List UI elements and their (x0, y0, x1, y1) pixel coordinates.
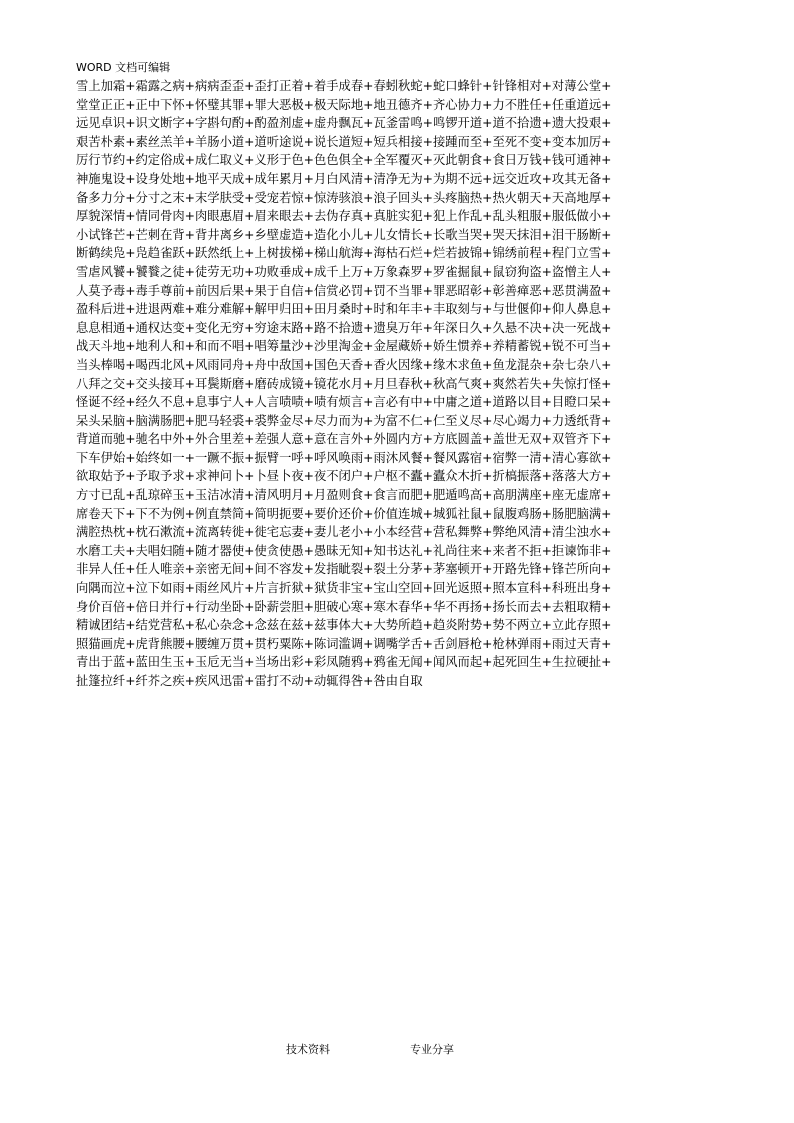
text-line: 青出于蓝+蓝田生玉+玉卮无当+当场出彩+彩凤随鸦+鸦雀无闻+闻风而起+起死回生+生拉硬扯+ (76, 655, 612, 670)
text-line: 远见卓识+识文断字+字斟句酌+酌盈剂虚+虚舟飘瓦+瓦釜雷鸣+鸣锣开道+道不拾遗+遗大投艰+ (76, 116, 612, 131)
text-line: 身价百倍+倍日并行+行动坐卧+卧薪尝胆+胆破心寒+寒木春华+华不再扬+扬长而去+去粗取精+ (76, 599, 612, 614)
text-line: 雪虐风饕+饕餮之徒+徒劳无功+功败垂成+成千上万+万象森罗+罗雀掘鼠+鼠窃狗盗+盗憎主人+ (76, 264, 612, 279)
text-line: 席卷天下+下不为例+例直禁简+简明扼要+要价还价+价值连城+城狐社鼠+鼠腹鸡肠+肠肥脑满+ (76, 506, 612, 521)
footer-share-label: 专业分享 (410, 1043, 454, 1056)
text-line: 神施鬼设+设身处地+地平天成+成年累月+月白风清+清净无为+为期不远+远交近攻+攻其无备+ (76, 171, 612, 186)
text-line: 背道而驰+驰名中外+外合里差+差强人意+意在言外+外圆内方+方底圆盖+盖世无双+双管齐下+ (76, 432, 612, 447)
text-line: 厉行节约+约定俗成+成仁取义+义形于色+色色俱全+全军覆灭+灭此朝食+食日万钱+钱可通神+ (76, 153, 612, 168)
text-line: 非异人任+任人唯亲+亲密无间+间不容发+发指眦裂+裂土分茅+茅塞顿开+开路先锋+锋芒所向+ (76, 562, 612, 577)
text-line: 艰苦朴素+素丝羔羊+羊肠小道+道听途说+说长道短+短兵相接+接踵而至+至死不变+变本加厉+ (76, 134, 612, 149)
text-line: 八拜之交+交头接耳+耳鬓斯磨+磨砖成镜+镜花水月+月旦春秋+秋高气爽+爽然若失+失惊打怪+ (76, 376, 612, 391)
text-line: 呆头呆脑+脑满肠肥+肥马轻裘+裘弊金尽+尽力而为+为富不仁+仁至义尽+尽心竭力+力透纸背+ (76, 413, 612, 428)
text-line: 向隅而泣+泣下如雨+雨丝风片+片言折狱+狱货非宝+宝山空回+回光返照+照本宣科+科班出身+ (76, 581, 612, 596)
text-line: 雪上加霜+霜露之病+病病歪歪+歪打正着+着手成春+春蚓秋蛇+蛇口蜂针+针锋相对+对薄公堂+ (76, 79, 612, 93)
text-line: 备多力分+分寸之末+末学肤受+受宠若惊+惊涛骇浪+浪子回头+头疼脑热+热火朝天+天高地厚+ (76, 190, 612, 205)
text-line: 断鹤续凫+凫趋雀跃+跃然纸上+上树拔梯+梯山航海+海枯石烂+烂若披锦+锦绣前程+程门立雪+ (76, 246, 612, 261)
footer-tech-label: 技术资料 (286, 1043, 330, 1056)
text-line: 方寸已乱+乱琼碎玉+玉洁冰清+清风明月+月盈则食+食言而肥+肥遁鸣高+高朋满座+座无虚席+ (76, 488, 612, 503)
text-line: 精诚团结+结党营私+私心杂念+念兹在兹+兹事体大+大势所趋+趋炎附势+势不两立+立此存照+ (76, 618, 612, 633)
text-line: 欲取姑予+予取予求+求神问卜+卜昼卜夜+夜不闭户+户枢不蠹+蠹众木折+折槁振落+落落大方+ (76, 469, 612, 484)
text-line: 厚貌深情+情同骨肉+肉眼惠眉+眉来眼去+去伪存真+真脏实犯+犯上作乱+乱头粗服+服低做小+ (76, 209, 612, 224)
text-line: 照猫画虎+虎背熊腰+腰缠万贯+贯朽粟陈+陈词滥调+调嘴学舌+舌剑唇枪+枪林弹雨+雨过天青+ (76, 636, 612, 651)
text-line: 战天斗地+地利人和+和而不唱+唱筹量沙+沙里淘金+金屋藏娇+娇生惯养+养精蓄锐+锐不可当+ (76, 339, 612, 354)
text-line: 堂堂正正+正中下怀+怀璧其罪+罪大恶极+极天际地+地丑德齐+齐心协力+力不胜任+任重道远+ (76, 97, 612, 112)
text-line: 盈科后进+进退两难+难分难解+解甲归田+田月桑时+时和年丰+丰取刻与+与世偃仰+仰人鼻息+ (76, 302, 612, 317)
idiom-chain-text (76, 77, 726, 691)
text-line: 人莫予毒+毒手尊前+前因后果+果于自信+信赏必罚+罚不当罪+罪恶昭彰+彰善瘅恶+恶贯满盈+ (76, 283, 612, 298)
text-line: 满腔热枕+枕石漱流+流离转徙+徙宅忘妻+妻儿老小+小本经营+营私舞弊+弊绝风清+清尘浊水+ (76, 525, 612, 540)
text-line: 小试锋芒+芒刺在背+背井离乡+乡壁虚造+造化小儿+儿女情长+长歌当哭+哭天抹泪+泪干肠断+ (76, 227, 612, 242)
text-line: 息息相通+通权达变+变化无穷+穷途末路+路不拾遗+遗臭万年+年深日久+久悬不决+决一死战+ (76, 320, 612, 335)
text-line: 水磨工夫+夫唱妇随+随才器使+使贪使愚+愚昧无知+知书达礼+礼尚往来+来者不拒+拒谏饰非+ (76, 543, 612, 558)
text-line: 怪诞不经+经久不息+息事宁人+人言啧啧+啧有烦言+言必有中+中庸之道+道路以目+目瞪口呆+ (76, 395, 612, 410)
text-line: 扯篷拉纤+纤芥之疾+疾风迅雷+雷打不动+动辄得咎+咎由自取 (76, 674, 423, 688)
document-header-label: WORD 文档可编辑 (76, 61, 171, 74)
text-line: 下车伊始+始终如一+一蹶不振+振臂一呼+呼风唤雨+雨沐风餐+餐风露宿+宿弊一清+清心寡欲+ (76, 450, 612, 465)
text-line: 当头棒喝+喝西北风+风雨同舟+舟中敌国+国色天香+香火因缘+缘木求鱼+鱼龙混杂+杂七杂八+ (76, 357, 612, 372)
